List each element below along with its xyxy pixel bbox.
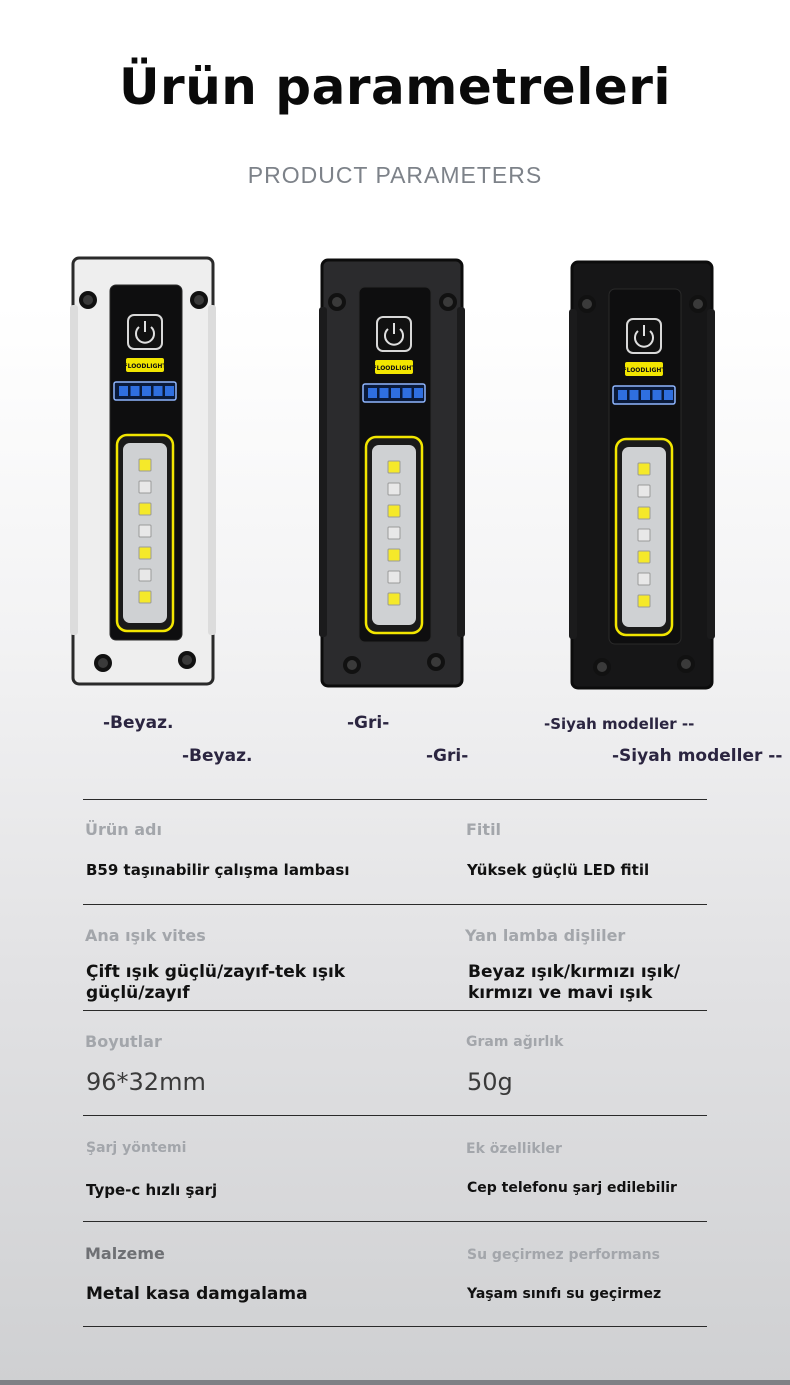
caption-black-1: -Siyah modeller -- bbox=[544, 715, 695, 733]
led-chip bbox=[388, 549, 400, 561]
spec-label-wick: Fitil bbox=[466, 820, 502, 839]
led-chip bbox=[638, 463, 650, 475]
led-chip bbox=[638, 485, 650, 497]
spec-value-extra: Cep telefonu şarj edilebilir bbox=[467, 1180, 677, 1196]
lamp-white bbox=[70, 255, 216, 687]
spec-value-material: Metal kasa damgalama bbox=[86, 1284, 308, 1304]
spec-label-waterproof: Su geçirmez performans bbox=[467, 1247, 660, 1263]
bottom-bar bbox=[0, 1380, 790, 1385]
spec-value-side-light: Beyaz ışık/kırmızı ışık/ kırmızı ve mavi ışık bbox=[468, 962, 681, 1003]
led-chip bbox=[388, 571, 400, 583]
spec-label-main-light: Ana ışık vites bbox=[85, 926, 206, 945]
led-chip bbox=[388, 483, 400, 495]
page-subtitle: PRODUCT PARAMETERS bbox=[247, 162, 543, 188]
spec-value-wick: Yüksek güçlü LED fitil bbox=[467, 861, 650, 879]
spec-label-extra: Ek özellikler bbox=[466, 1141, 562, 1157]
flashlight-illustration bbox=[70, 255, 216, 687]
divider bbox=[83, 1010, 707, 1011]
page-title: Ürün parametreleri bbox=[118, 58, 672, 116]
divider bbox=[83, 1115, 707, 1116]
divider bbox=[83, 1221, 707, 1222]
spec-value-waterproof: Yaşam sınıfı su geçirmez bbox=[467, 1286, 662, 1302]
floodlight-label: FLOODLIGHT bbox=[123, 363, 167, 370]
spec-value-weight: 50g bbox=[467, 1068, 513, 1096]
led-chip bbox=[638, 529, 650, 541]
spec-value-dimensions: 96*32mm bbox=[86, 1068, 206, 1096]
led-chip bbox=[388, 505, 400, 517]
led-chip bbox=[139, 481, 151, 493]
spec-label-material: Malzeme bbox=[85, 1244, 165, 1263]
led-chip bbox=[638, 507, 650, 519]
caption-gray-2: -Gri- bbox=[426, 746, 469, 766]
led-chip bbox=[139, 547, 151, 559]
led-chip bbox=[139, 503, 151, 515]
led-chip bbox=[388, 593, 400, 605]
divider bbox=[83, 904, 707, 905]
spec-value-product-name: B59 taşınabilir çalışma lambası bbox=[86, 861, 350, 879]
caption-white-1: -Beyaz. bbox=[103, 713, 174, 733]
led-chip bbox=[139, 569, 151, 581]
lamp-black bbox=[569, 259, 715, 691]
led-chip bbox=[388, 461, 400, 473]
led-chip bbox=[638, 573, 650, 585]
led-chip bbox=[139, 459, 151, 471]
spec-label-product-name: Ürün adı bbox=[85, 820, 162, 839]
spec-label-dimensions: Boyutlar bbox=[85, 1032, 162, 1051]
spec-label-side-light: Yan lamba dişliler bbox=[465, 926, 626, 945]
caption-white-2: -Beyaz. bbox=[182, 746, 253, 766]
spec-label-weight: Gram ağırlık bbox=[466, 1034, 564, 1050]
caption-black-2: -Siyah modeller -- bbox=[612, 746, 783, 766]
floodlight-label: FLOODLIGHT bbox=[372, 365, 416, 372]
led-chip bbox=[638, 595, 650, 607]
caption-gray-1: -Gri- bbox=[347, 713, 390, 733]
divider bbox=[83, 799, 707, 800]
divider bbox=[83, 1326, 707, 1327]
led-chip bbox=[139, 591, 151, 603]
spec-value-main-light: Çift ışık güçlü/zayıf-tek ışık güçlü/zayıf bbox=[86, 962, 346, 1003]
flashlight-illustration bbox=[319, 257, 465, 689]
led-chip bbox=[388, 527, 400, 539]
led-chip bbox=[638, 551, 650, 563]
flashlight-illustration bbox=[569, 259, 715, 691]
lamp-gray bbox=[319, 257, 465, 689]
led-chip bbox=[139, 525, 151, 537]
spec-value-charging: Type-c hızlı şarj bbox=[86, 1181, 218, 1199]
spec-label-charging: Şarj yöntemi bbox=[86, 1140, 187, 1156]
floodlight-label: FLOODLIGHT bbox=[622, 367, 666, 374]
